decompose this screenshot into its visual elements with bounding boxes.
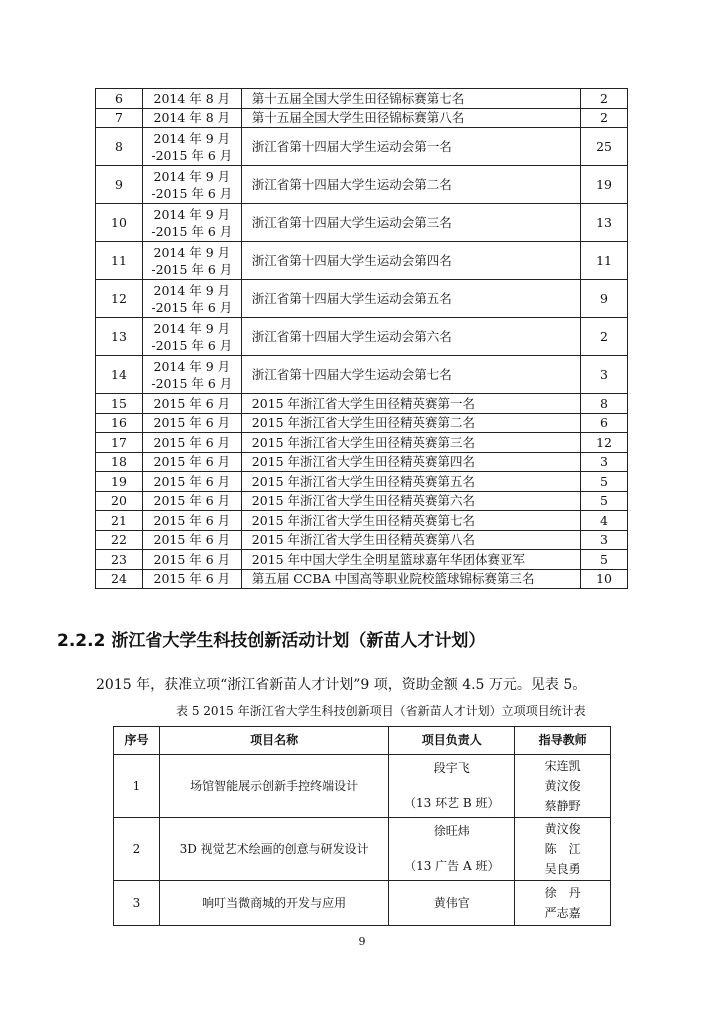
table-row bbox=[96, 166, 628, 204]
award-name: 2015 年浙江省大学生田径精英赛第一名 bbox=[241, 394, 580, 414]
header-leader: 项目负责人 bbox=[389, 727, 515, 755]
advisor-name: 黄汶俊 bbox=[544, 822, 581, 836]
table-row bbox=[96, 433, 628, 453]
project-advisors bbox=[515, 881, 611, 926]
award-date-line: -2015 年 6 月 bbox=[151, 375, 233, 391]
table-row bbox=[96, 511, 628, 531]
award-date-line: 2014 年 9 月 bbox=[153, 244, 231, 260]
award-score: 12 bbox=[581, 433, 628, 453]
award-date bbox=[142, 166, 241, 204]
award-no: 17 bbox=[96, 433, 143, 453]
award-no: 9 bbox=[96, 166, 143, 204]
award-date-line: 2014 年 8 月 bbox=[153, 90, 231, 106]
table-row bbox=[114, 881, 611, 926]
award-date bbox=[142, 452, 241, 472]
award-date-line: 2015 年 6 月 bbox=[153, 454, 231, 470]
award-score: 19 bbox=[581, 166, 628, 204]
award-name: 2015 年浙江省大学生田径精英赛第六名 bbox=[241, 491, 580, 511]
award-date bbox=[142, 550, 241, 570]
award-name: 浙江省第十四届大学生运动会第三名 bbox=[241, 204, 580, 242]
award-date bbox=[142, 89, 241, 109]
award-date-line: 2014 年 9 月 bbox=[153, 168, 231, 184]
table5-caption: 表 5 2015 年浙江省大学生科技创新项目（省新苗人才计划）立项项目统计表 bbox=[176, 704, 586, 718]
award-no: 11 bbox=[96, 242, 143, 280]
award-score: 5 bbox=[581, 550, 628, 570]
section-paragraph: 2015 年，获准立项“浙江省新苗人才计划”9 项，资助金额 4.5 万元。见表 5。 bbox=[96, 677, 587, 693]
award-score: 6 bbox=[581, 413, 628, 433]
table-row bbox=[96, 318, 628, 356]
table-row bbox=[96, 108, 628, 128]
table-row bbox=[96, 472, 628, 492]
award-no: 16 bbox=[96, 413, 143, 433]
award-date bbox=[142, 242, 241, 280]
award-score: 3 bbox=[581, 356, 628, 394]
award-no: 20 bbox=[96, 491, 143, 511]
table-row bbox=[96, 550, 628, 570]
award-name: 浙江省第十四届大学生运动会第七名 bbox=[241, 356, 580, 394]
award-score: 10 bbox=[581, 569, 628, 589]
award-date-line: 2015 年 6 月 bbox=[153, 512, 231, 528]
award-date bbox=[142, 128, 241, 166]
header-name: 项目名称 bbox=[159, 727, 388, 755]
table-row bbox=[96, 413, 628, 433]
award-score: 2 bbox=[581, 108, 628, 128]
header-no: 序号 bbox=[114, 727, 160, 755]
award-date bbox=[142, 413, 241, 433]
award-name: 2015 年中国大学生全明星篮球嘉年华团体赛亚军 bbox=[241, 550, 580, 570]
table-row bbox=[96, 128, 628, 166]
project-advisors bbox=[515, 818, 611, 881]
projects-table bbox=[113, 726, 611, 926]
award-date-line: -2015 年 6 月 bbox=[151, 223, 233, 239]
award-date bbox=[142, 433, 241, 453]
advisor-name: 黄汶俊 bbox=[544, 779, 581, 793]
award-score: 9 bbox=[581, 280, 628, 318]
award-name: 2015 年浙江省大学生田径精英赛第三名 bbox=[241, 433, 580, 453]
award-date-line: 2014 年 9 月 bbox=[153, 282, 231, 298]
award-no: 12 bbox=[96, 280, 143, 318]
advisor-name: 严志嘉 bbox=[544, 906, 581, 920]
table-row bbox=[96, 452, 628, 472]
award-name: 浙江省第十四届大学生运动会第二名 bbox=[241, 166, 580, 204]
award-date bbox=[142, 204, 241, 242]
award-date bbox=[142, 394, 241, 414]
award-date-line: -2015 年 6 月 bbox=[151, 147, 233, 163]
award-date-line: -2015 年 6 月 bbox=[151, 337, 233, 353]
award-score: 13 bbox=[581, 204, 628, 242]
award-name: 浙江省第十四届大学生运动会第六名 bbox=[241, 318, 580, 356]
project-advisors bbox=[515, 755, 611, 818]
award-date bbox=[142, 530, 241, 550]
award-date bbox=[142, 491, 241, 511]
table-row bbox=[96, 394, 628, 414]
table-row bbox=[96, 491, 628, 511]
leader-class: （13 环艺 B 班） bbox=[403, 796, 500, 810]
award-no: 7 bbox=[96, 108, 143, 128]
award-score: 25 bbox=[581, 128, 628, 166]
award-no: 19 bbox=[96, 472, 143, 492]
project-leader bbox=[389, 818, 515, 881]
table-row bbox=[114, 755, 611, 818]
leader-name: 黄伟官 bbox=[433, 895, 470, 910]
project-leader bbox=[389, 755, 515, 818]
award-no: 23 bbox=[96, 550, 143, 570]
award-score: 4 bbox=[581, 511, 628, 531]
award-no: 14 bbox=[96, 356, 143, 394]
award-date-line: 2015 年 6 月 bbox=[153, 532, 231, 548]
award-name: 2015 年浙江省大学生田径精英赛第五名 bbox=[241, 472, 580, 492]
leader-class: （13 广告 A 班） bbox=[404, 859, 500, 873]
project-no: 3 bbox=[114, 881, 160, 926]
award-date bbox=[142, 472, 241, 492]
award-no: 22 bbox=[96, 530, 143, 550]
award-date-line: 2015 年 6 月 bbox=[153, 473, 231, 489]
award-no: 21 bbox=[96, 511, 143, 531]
award-name: 2015 年浙江省大学生田径精英赛第四名 bbox=[241, 452, 580, 472]
award-score: 8 bbox=[581, 394, 628, 414]
award-date bbox=[142, 356, 241, 394]
award-name: 第十五届全国大学生田径锦标赛第七名 bbox=[241, 89, 580, 109]
award-date-line: 2015 年 6 月 bbox=[153, 434, 231, 450]
table-row bbox=[96, 204, 628, 242]
award-name: 2015 年浙江省大学生田径精英赛第八名 bbox=[241, 530, 580, 550]
award-no: 10 bbox=[96, 204, 143, 242]
award-date-line: 2015 年 6 月 bbox=[153, 415, 231, 431]
award-name: 第五届 CCBA 中国高等职业院校篮球锦标赛第三名 bbox=[241, 569, 580, 589]
project-name: 场馆智能展示创新手控终端设计 bbox=[159, 755, 388, 818]
award-date-line: 2015 年 6 月 bbox=[153, 493, 231, 509]
award-score: 3 bbox=[581, 452, 628, 472]
award-score: 2 bbox=[581, 318, 628, 356]
award-date-line: -2015 年 6 月 bbox=[151, 261, 233, 277]
award-date-line: 2014 年 9 月 bbox=[153, 130, 231, 146]
project-name: 响叮当微商城的开发与应用 bbox=[159, 881, 388, 926]
award-date-line: 2014 年 9 月 bbox=[153, 206, 231, 222]
award-score: 5 bbox=[581, 491, 628, 511]
award-date bbox=[142, 318, 241, 356]
project-name: 3D 视觉艺术绘画的创意与研发设计 bbox=[159, 818, 388, 881]
award-no: 13 bbox=[96, 318, 143, 356]
award-date-line: 2014 年 8 月 bbox=[153, 110, 231, 126]
award-score: 5 bbox=[581, 472, 628, 492]
advisor-name: 蔡静野 bbox=[544, 799, 581, 813]
table-row bbox=[96, 356, 628, 394]
award-name: 浙江省第十四届大学生运动会第五名 bbox=[241, 280, 580, 318]
table-row bbox=[96, 569, 628, 589]
award-date-line: 2015 年 6 月 bbox=[153, 395, 231, 411]
award-name: 浙江省第十四届大学生运动会第一名 bbox=[241, 128, 580, 166]
award-name: 浙江省第十四届大学生运动会第四名 bbox=[241, 242, 580, 280]
award-no: 18 bbox=[96, 452, 143, 472]
award-date-line: -2015 年 6 月 bbox=[151, 299, 233, 315]
section-heading: 2.2.2 浙江省大学生科技创新活动计划（新苗人才计划） bbox=[57, 631, 486, 651]
award-date-line: 2014 年 9 月 bbox=[153, 358, 231, 374]
table-row bbox=[96, 89, 628, 109]
award-name: 2015 年浙江省大学生田径精英赛第二名 bbox=[241, 413, 580, 433]
award-name: 2015 年浙江省大学生田径精英赛第七名 bbox=[241, 511, 580, 531]
advisor-name: 宋连凯 bbox=[544, 759, 581, 773]
award-date bbox=[142, 569, 241, 589]
award-date-line: -2015 年 6 月 bbox=[151, 185, 233, 201]
award-name: 第十五届全国大学生田径锦标赛第八名 bbox=[241, 108, 580, 128]
leader-name: 徐旺炜 bbox=[433, 824, 470, 838]
project-leader bbox=[389, 881, 515, 926]
award-date-line: 2014 年 9 月 bbox=[153, 320, 231, 336]
header-advisor: 指导教师 bbox=[515, 727, 611, 755]
project-no: 2 bbox=[114, 818, 160, 881]
table-row bbox=[96, 242, 628, 280]
award-no: 15 bbox=[96, 394, 143, 414]
award-no: 8 bbox=[96, 128, 143, 166]
award-date bbox=[142, 280, 241, 318]
award-date bbox=[142, 511, 241, 531]
award-date bbox=[142, 108, 241, 128]
advisor-name: 徐 丹 bbox=[544, 886, 581, 900]
award-date-line: 2015 年 6 月 bbox=[153, 551, 231, 567]
award-no: 6 bbox=[96, 89, 143, 109]
award-date-line: 2015 年 6 月 bbox=[153, 571, 231, 587]
awards-table bbox=[95, 88, 628, 589]
award-score: 11 bbox=[581, 242, 628, 280]
award-no: 24 bbox=[96, 569, 143, 589]
leader-name: 段宇飞 bbox=[433, 761, 470, 775]
table-row bbox=[114, 818, 611, 881]
projects-header-row bbox=[114, 727, 611, 755]
advisor-name: 陈 江 bbox=[544, 842, 581, 856]
page-number: 9 bbox=[358, 935, 366, 948]
award-score: 3 bbox=[581, 530, 628, 550]
award-score: 2 bbox=[581, 89, 628, 109]
advisor-name: 吴良勇 bbox=[544, 862, 581, 876]
table-row bbox=[96, 530, 628, 550]
project-no: 1 bbox=[114, 755, 160, 818]
table-row bbox=[96, 280, 628, 318]
